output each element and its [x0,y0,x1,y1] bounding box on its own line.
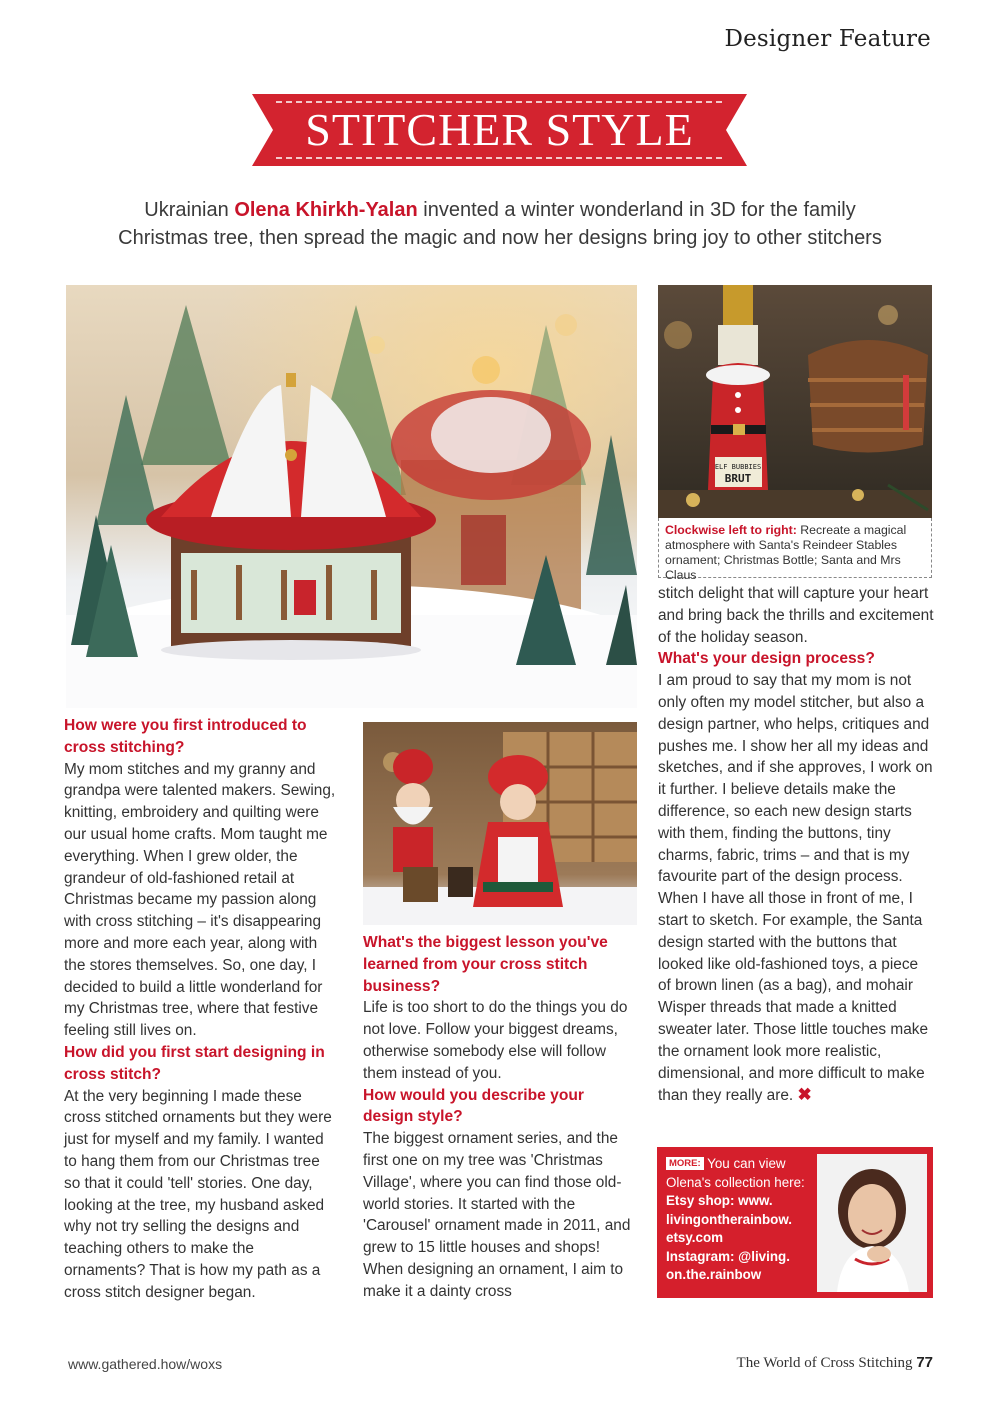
intro-lead: Ukrainian [144,199,235,221]
footer-magazine [737,1354,933,1372]
more-intro: You can view Olena's collection here: [666,1156,805,1190]
photo-caption [658,518,932,582]
more-tag: MORE: [666,1157,704,1170]
title-banner [252,94,747,166]
answer-introduced: My mom stitches and my granny and grandpa were talented makers. Sewing, knitting, embroidery and quilting were our usual home crafts. Mom taught me everything. When I grew older, the grandeur of old-fashioned retail at Christmas became my passion along with cross stitching – it's disappearing more and more each year, along with the stores themselves. So, one day, I decided to build a little wonderland for my Christmas tree, where that festive feeling still lives on. [64,760,336,1040]
caption-text: Recreate a magical atmosphere with Santa's Reindeer Stables ornament; Christmas Bottle; Santa and Mrs Claus [665,523,907,582]
bottle-label-line2: BRUT [724,472,752,485]
end-mark-icon: ✖ [797,1085,812,1105]
question-biggest-lesson: What's the biggest lesson you've learned from your cross stitch business? [363,934,608,995]
photo-carousel-ornament [66,285,637,708]
question-start-designing: How did you first start designing in cross stitch? [64,1043,325,1083]
designer-name: Olena Khirkh-Yalan [234,199,418,221]
intro-line2: Christmas tree, then spread the magic and now her designs bring joy to other stitchers [118,227,882,249]
designer-portrait [817,1154,927,1292]
column-1 [64,715,339,1304]
instagram-handle[interactable]: on.the.rainbow [666,1267,762,1282]
question-introduced: How were you first introduced to cross stitching? [64,717,307,756]
answer-design-style-continued: stitch delight that will capture your heart and bring back the thrills and excitement of the holiday season. [658,585,934,646]
answer-design-process: I am proud to say that my mom is not only often my model stitcher, but also a design partner, who helps, critiques and pushes me. I show her all my ideas and sketches, and if she approves, I work on it further. I believe details make the difference, so each new design starts with them, finding the buttons, tiny charms, fabric, trims – and that is my favourite part of the design process. When I have all those in front of me, I start to sketch. For example, the Santa design started with the buttons that looked like old-fashioned toys, a piece of brown linen (as a bag), and mohair Wisper threads that made a knitted sweater later. Those little touches make the ornament look more realistic, dimensional, and more difficult to make than they really are. [658,672,933,1105]
etsy-shop-label[interactable]: Etsy shop: www. [666,1193,773,1208]
banner-title: STITCHER STYLE [305,104,694,155]
magazine-name: The World of Cross Stitching [736,1355,913,1371]
etsy-shop-url-end[interactable]: etsy.com [666,1230,724,1245]
question-design-style: How would you describe your design style? [363,1086,584,1126]
photo-christmas-bottle [658,285,932,518]
instagram-label[interactable]: Instagram: @living. [666,1248,790,1264]
section-label: Designer Feature [724,26,931,52]
column-3 [658,583,934,1107]
intro-line1: invented a winter wonderland in 3D for the family [417,199,856,221]
answer-design-style: The biggest ornament series, and the first one on my tree was 'Christmas Village', where you can find those old-world stories. It started with the 'Carousel' ornament made in 2011, and grew to 15 little houses and shops! When designing an ornament, I aim to make it a dainty cross [363,1130,631,1300]
photo-santa-mrs-claus [363,722,637,925]
footer-url[interactable]: www.gathered.how/woxs [68,1356,223,1372]
answer-biggest-lesson: Life is too short to do the things you do not love. Follow your biggest dreams, otherwise somebody else will follow them instead of you. [363,999,628,1082]
intro-standfirst [100,196,900,252]
more-info-box [657,1147,933,1298]
caption-label: Clockwise left to right: [665,523,797,537]
question-design-process: What's your design process? [658,650,875,668]
column-2 [363,932,637,1303]
bottle-label-line1: ELF BUBBIES [714,463,762,471]
more-info-text [666,1155,816,1285]
etsy-shop-url-part[interactable]: livingontherainbow. [666,1211,792,1227]
page-number: 77 [916,1354,933,1371]
answer-start-designing: At the very beginning I made these cross stitched ornaments but they were just for myself and my family. I wanted to hang them from our Christmas tree so that it could 'tell' stories. One day, looking at the tree, my husband asked why not try selling the designs and teaching others to make the ornaments? That is how my path as a cross stitch designer began. [64,1087,332,1301]
